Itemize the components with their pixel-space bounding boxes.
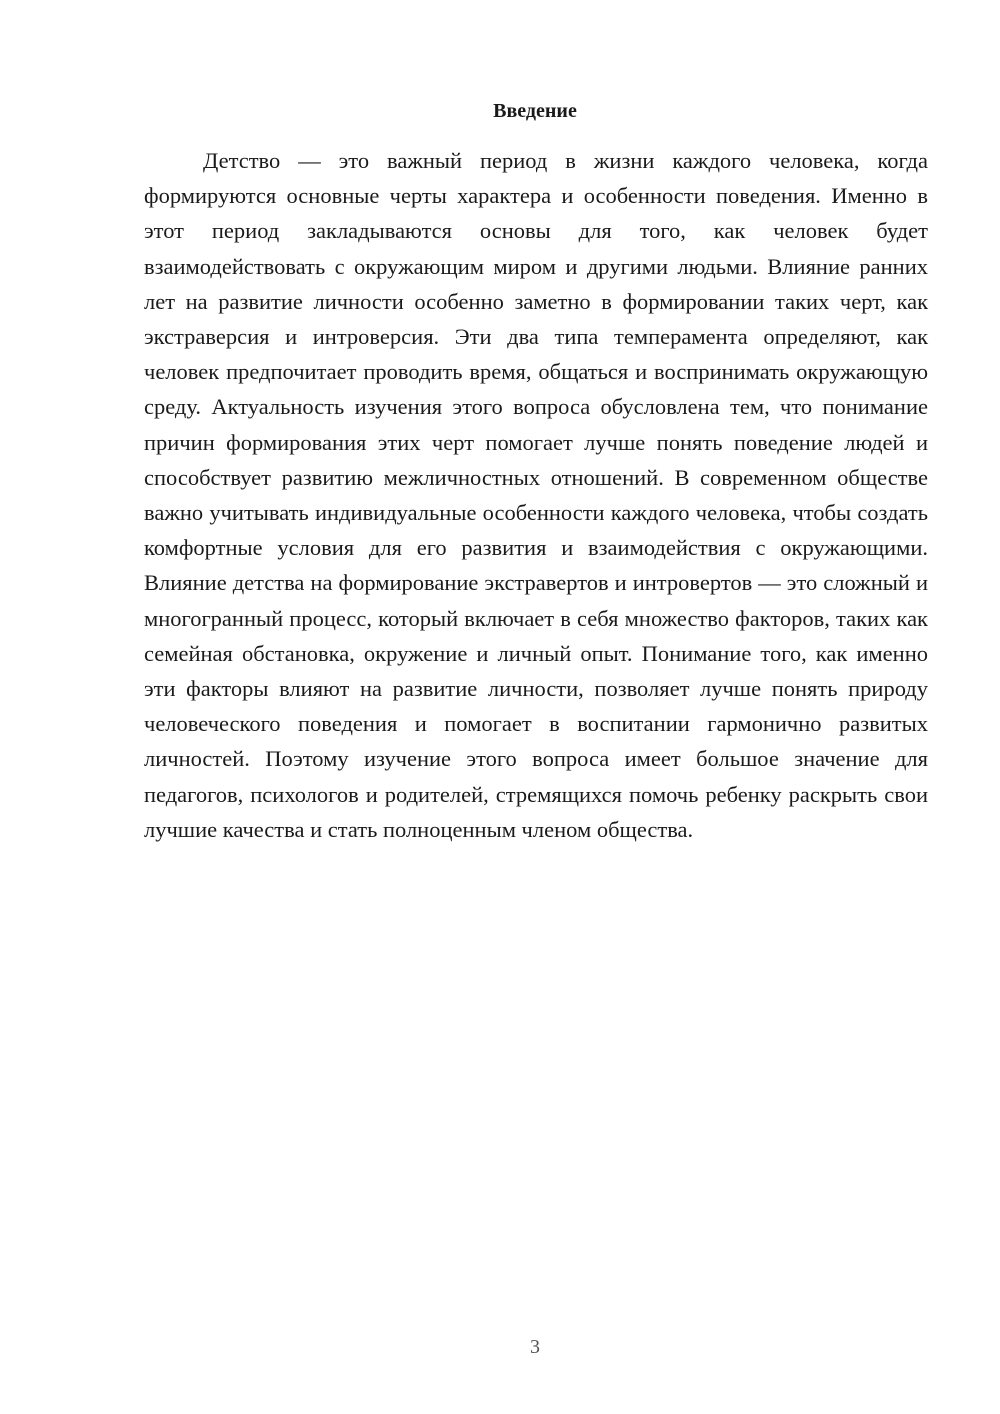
body-paragraph: Детство — это важный период в жизни каждого человека, когда формируются основные черты характера и особенности поведения. Именно в этот период закладываются основы для того, как человек будет взаимодействовать с окружающим миром и другими людьми. Влияние ранних лет на развитие личности особенно заметно в формировании таких черт, как экстраверсия и интроверсия. Эти два типа темперамента определяют, как человек предпочитает проводить время, общаться и воспринимать окружающую среду. Актуальность изучения этого вопроса обусловлена тем, что понимание причин формирования этих черт помогает лучше понять поведение людей и способствует развитию межличностных отношений. В современном обществе важно учитывать индивидуальные особенности каждого человека, чтобы создать комфортные условия для его развития и взаимодействия с окружающими. Влияние детства на формирование экстравертов и интровертов — это сложный и многогранный процесс, который включает в себя множество факторов, таких как семейная обстановка, окружение и личный опыт. Понимание того, как именно эти факторы влияют на развитие личности, позволяет лучше понять природу человеческого поведения и помогает в воспитании гармонично развитых личностей. Поэтому изучение этого вопроса имеет большое значение для педагогов, психологов и родителей, стремящихся помочь ребенку раскрыть свои лучшие качества и стать полноценным членом общества. [144,148,928,842]
page-number: 3 [530,1336,540,1358]
section-heading: Введение [493,100,577,122]
